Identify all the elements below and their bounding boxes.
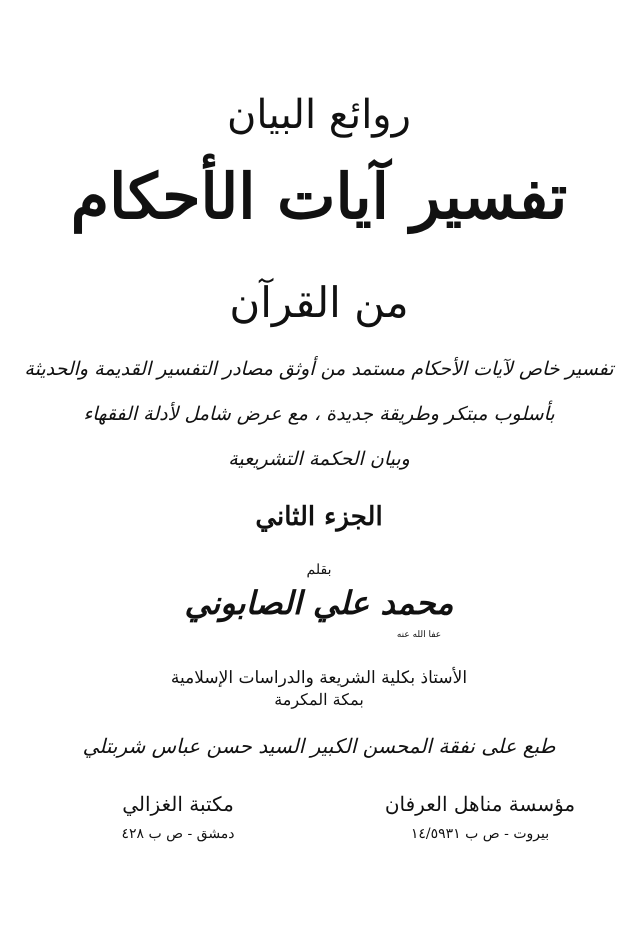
affiliation-line-2: بمكة المكرمة	[274, 690, 364, 709]
description-line-2: بأسلوب مبتكر وطريقة جديدة ، مع عرض شامل لأدلة الفقهاء	[83, 403, 555, 425]
volume-label: الجزء الثاني	[255, 502, 383, 532]
author-name: محمد علي الصابوني	[184, 584, 454, 622]
publisher-name-beirut: مؤسسة مناهل العرفان	[384, 792, 576, 816]
publisher-address-beirut: بيروت - ص ب ١٤/٥٩٣١	[410, 826, 550, 842]
description-line-3: وبيان الحكمة التشريعية	[228, 448, 410, 470]
publisher-address-damascus: دمشق - ص ب ٤٢٨	[121, 826, 235, 842]
publisher-name-damascus: مكتبة الغزالي	[122, 792, 234, 816]
sponsor-line: طبع على نفقة المحسن الكبير السيد حسن عباس شربتلي	[82, 734, 556, 758]
affiliation-line-1: الأستاذ بكلية الشريعة والدراسات الإسلامية	[170, 668, 468, 688]
series-title: روائع البيان	[227, 92, 411, 138]
by-label: بقلم	[306, 562, 332, 578]
book-title: تفسير آيات الأحكام	[70, 160, 568, 233]
author-note: عفا الله عنه	[396, 630, 442, 640]
description-line-1: تفسير خاص لآيات الأحكام مستمد من أوثق مصادر التفسير القديمة والحديثة	[24, 358, 614, 380]
book-subtitle: من القرآن	[229, 278, 409, 327]
